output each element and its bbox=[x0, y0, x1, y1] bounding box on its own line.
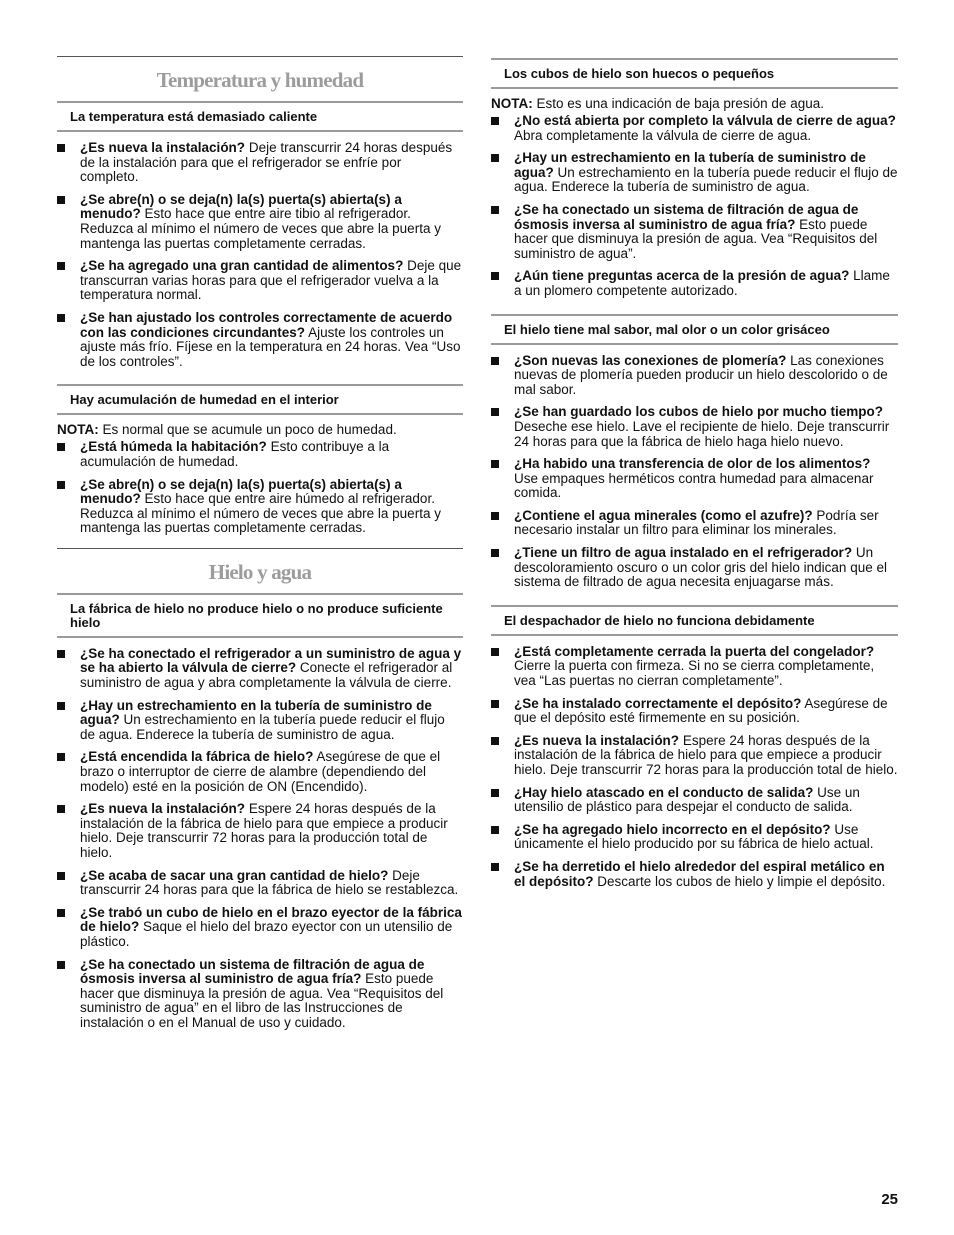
square-bullet-icon bbox=[491, 863, 499, 871]
square-bullet-icon bbox=[491, 460, 499, 468]
answer-text: Podría ser necesario instalar un filtro para eliminar los minerales. bbox=[514, 507, 879, 538]
answer-text: Saque el hielo del brazo eyector con un utensilio de plástico. bbox=[80, 919, 453, 949]
question-text: ¿Se ha derretido el hielo alrededor del espiral metálico en el depósito? bbox=[514, 858, 885, 889]
list-item bbox=[491, 697, 898, 726]
answer-text: Deje que transcurran varias horas para que el refrigerador vuelva a la temperatura normal. bbox=[80, 258, 462, 303]
answer-text: Espere 24 horas después de la instalación de la fábrica de hielo para que empiece a producir hielo. Deje transcurrir 72 horas para la producción total de hielo. bbox=[80, 801, 448, 860]
question-text: ¿Está encendida la fábrica de hielo? bbox=[80, 749, 314, 765]
answer-text: Deseche ese hielo. Lave el recipiente de hielo. Deje transcurrir 24 horas para que la fábrica de hielo haga hielo nuevo. bbox=[514, 418, 890, 449]
right-column bbox=[491, 56, 898, 889]
square-bullet-icon bbox=[57, 872, 65, 880]
square-bullet-icon bbox=[57, 443, 65, 451]
question-text: ¿Contiene el agua minerales (como el azufre)? bbox=[514, 507, 813, 523]
list-item bbox=[491, 509, 898, 538]
answer-text: Abra completamente la válvula de cierre de agua. bbox=[514, 127, 812, 143]
square-bullet-icon bbox=[491, 549, 499, 557]
question-text: ¿Es nueva la instalación? bbox=[80, 801, 246, 817]
issue-list bbox=[57, 141, 463, 369]
square-bullet-icon bbox=[57, 262, 65, 270]
answer-text: Un descoloramiento oscuro o un color gris del hielo indican que el sistema de filtrado de agua necesita enjuagarse más. bbox=[514, 545, 887, 590]
answer-text: Esto hace que entre aire tibio al refrigerador. Reduzca al mínimo el número de veces que abre la puerta y mantenga las puertas completamente cerradas. bbox=[80, 206, 441, 251]
square-bullet-icon bbox=[491, 357, 499, 365]
list-item bbox=[57, 869, 463, 898]
answer-text: Esto puede hacer que disminuya la presión de agua. Vea “Requisitos del suministro de agua”. bbox=[514, 216, 878, 261]
list-item bbox=[57, 311, 463, 369]
square-bullet-icon bbox=[57, 702, 65, 710]
section-top-rule bbox=[57, 548, 463, 549]
list-item bbox=[491, 786, 898, 815]
question-text: ¿Se ha conectado un sistema de filtración de agua de ósmosis inversa al suministro de agua fría? bbox=[80, 956, 425, 987]
answer-text: Descarte los cubos de hielo y limpie el depósito. bbox=[597, 873, 886, 889]
subsection-header: Hay acumulación de humedad en el interior bbox=[57, 384, 463, 415]
list-item bbox=[491, 546, 898, 590]
issue-list bbox=[57, 647, 463, 1031]
square-bullet-icon bbox=[57, 961, 65, 969]
square-bullet-icon bbox=[57, 909, 65, 917]
note bbox=[491, 96, 898, 111]
answer-text: Deje transcurrir 24 horas para que la fábrica de hielo se restablezca. bbox=[80, 867, 459, 898]
list-item bbox=[491, 823, 898, 852]
page-number: 25 bbox=[881, 1191, 898, 1208]
list-item bbox=[57, 750, 463, 794]
list-item bbox=[491, 114, 898, 143]
question-text: ¿Está húmeda la habitación? bbox=[80, 439, 267, 455]
question-text: ¿Hay un estrechamiento en la tubería de suministro de agua? bbox=[514, 150, 866, 180]
list-item bbox=[491, 645, 898, 689]
subsection-header: El hielo tiene mal sabor, mal olor o un color grisáceo bbox=[491, 314, 898, 345]
square-bullet-icon bbox=[57, 314, 65, 322]
note bbox=[57, 422, 463, 437]
list-item bbox=[57, 141, 463, 185]
question-text: ¿Se abre(n) o se deja(n) la(s) puerta(s) abierta(s) a menudo? bbox=[80, 191, 402, 222]
answer-text: Asegúrese de que el depósito esté firmemente en su posición. bbox=[514, 695, 888, 726]
answer-text: Deje transcurrir 24 horas después de la instalación para que el refrigerador se enfríe por completo. bbox=[80, 140, 453, 185]
note-text: Es normal que se acumule un poco de humedad. bbox=[102, 422, 397, 438]
answer-text: Conecte el refrigerador al suministro de agua y abra completamente la válvula de cierre. bbox=[80, 660, 453, 691]
question-text: ¿Son nuevas las conexiones de plomería? bbox=[514, 352, 787, 368]
square-bullet-icon bbox=[491, 648, 499, 656]
section-top-rule bbox=[57, 56, 463, 57]
question-text: ¿Hay un estrechamiento en la tubería de suministro de agua? bbox=[80, 697, 432, 728]
answer-text: Ajuste los controles un ajuste más frío. Fíjese en la temperatura en 24 horas. Vea “Uso de los controles”. bbox=[80, 324, 461, 369]
subsection-header: La temperatura está demasiado caliente bbox=[57, 101, 463, 132]
list-item bbox=[57, 699, 463, 743]
square-bullet-icon bbox=[491, 512, 499, 520]
note-label: NOTA: bbox=[491, 96, 533, 111]
list-item bbox=[57, 958, 463, 1031]
question-text: ¿Es nueva la instalación? bbox=[514, 732, 680, 748]
square-bullet-icon bbox=[491, 826, 499, 834]
list-item bbox=[491, 860, 898, 889]
square-bullet-icon bbox=[491, 206, 499, 214]
question-text: ¿Ha habido una transferencia de olor de los alimentos? bbox=[514, 456, 871, 472]
answer-text: Use únicamente el hielo producido por su fábrica de hielo actual. bbox=[514, 821, 874, 852]
answer-text: Las conexiones nuevas de plomería pueden producir un hielo descolorido o de mal sabor. bbox=[514, 352, 888, 397]
list-item bbox=[57, 478, 463, 536]
question-text: ¿Se han ajustado los controles correctamente de acuerdo con las condiciones circundantes? bbox=[80, 309, 453, 340]
list-item bbox=[491, 203, 898, 261]
list-item bbox=[491, 457, 898, 501]
answer-text: Cierre la puerta con firmeza. Si no se cierra completamente, vea “Las puertas no cierran completamente”. bbox=[514, 658, 875, 689]
answer-text: Llame a un plomero competente autorizado. bbox=[514, 268, 890, 298]
answer-text: Espere 24 horas después de la instalación de la fábrica de hielo para que empiece a producir hielo. Deje transcurrir 72 horas para la producción total de hielo. bbox=[514, 732, 898, 777]
list-item bbox=[491, 269, 898, 298]
list-item bbox=[57, 647, 463, 691]
question-text: ¿Se trabó un cubo de hielo en el brazo eyector de la fábrica de hielo? bbox=[80, 904, 462, 935]
square-bullet-icon bbox=[57, 196, 65, 204]
list-item bbox=[57, 193, 463, 251]
square-bullet-icon bbox=[491, 272, 499, 280]
answer-text: Un estrechamiento en la tubería puede reducir el flujo de agua. Enderece la tubería de suministro de agua. bbox=[80, 712, 445, 742]
square-bullet-icon bbox=[491, 737, 499, 745]
list-item bbox=[491, 734, 898, 778]
list-item bbox=[57, 440, 463, 469]
answer-text: Esto puede hacer que disminuya la presión de agua. Vea “Requisitos del suministro de agua” en el libro de las Instrucciones de instalación o en el Manual de uso y cuidado. bbox=[80, 971, 444, 1030]
answer-text: Esto contribuye a la acumulación de humedad. bbox=[80, 439, 390, 469]
answer-text: Un estrechamiento en la tubería puede reducir el flujo de agua. Enderece la tubería de suministro de agua. bbox=[514, 164, 898, 195]
note-text: Esto es una indicación de baja presión de agua. bbox=[536, 96, 824, 111]
square-bullet-icon bbox=[491, 700, 499, 708]
list-item bbox=[57, 906, 463, 950]
question-text: ¿Se han guardado los cubos de hielo por mucho tiempo? bbox=[514, 404, 884, 420]
list-item bbox=[57, 802, 463, 860]
question-text: ¿Se ha conectado un sistema de filtración de agua de ósmosis inversa al suministro de agua fría? bbox=[514, 201, 859, 232]
square-bullet-icon bbox=[57, 650, 65, 658]
section-title-hielo: Hielo y agua bbox=[208, 559, 312, 584]
issue-list bbox=[57, 440, 463, 536]
square-bullet-icon bbox=[57, 481, 65, 489]
square-bullet-icon bbox=[491, 408, 499, 416]
square-bullet-icon bbox=[491, 154, 499, 162]
subsection-header: Los cubos de hielo son huecos o pequeños bbox=[491, 58, 898, 89]
question-text: ¿Se acaba de sacar una gran cantidad de hielo? bbox=[80, 867, 389, 883]
list-item bbox=[491, 405, 898, 449]
answer-text: Esto hace que entre aire húmedo al refrigerador. Reduzca al mínimo el número de veces que abre la puerta y mantenga las puertas completamente cerradas. bbox=[80, 491, 441, 536]
question-text: ¿Aún tiene preguntas acerca de la presión de agua? bbox=[514, 268, 850, 284]
question-text: ¿Se ha conectado el refrigerador a un suministro de agua y se ha abierto la válvula de cierre? bbox=[80, 645, 462, 676]
note-label: NOTA: bbox=[57, 422, 99, 438]
list-item bbox=[57, 259, 463, 303]
question-text: ¿Se ha agregado hielo incorrecto en el depósito? bbox=[514, 821, 831, 837]
question-text: ¿Se ha agregado una gran cantidad de alimentos? bbox=[80, 258, 404, 274]
answer-text: Use empaques herméticos contra humedad para almacenar comida. bbox=[514, 470, 874, 501]
left-column bbox=[57, 56, 463, 1031]
square-bullet-icon bbox=[491, 789, 499, 797]
list-item bbox=[491, 354, 898, 398]
answer-text: Use un utensilio de plástico para despejar el conducto de salida. bbox=[514, 784, 860, 815]
question-text: ¿Se ha instalado correctamente el depósito? bbox=[514, 695, 802, 711]
section-title-temperatura: Temperatura y humedad bbox=[156, 68, 364, 92]
question-text: ¿Hay hielo atascado en el conducto de salida? bbox=[514, 784, 814, 800]
question-text: ¿Tiene un filtro de agua instalado en el refrigerador? bbox=[514, 545, 853, 561]
subsection-header: El despachador de hielo no funciona debidamente bbox=[491, 605, 898, 636]
issue-list bbox=[491, 645, 898, 889]
answer-text: Asegúrese de que el brazo o interruptor de cierre de alambre (dependiendo del modelo) esté en la posición de ON (Encendido). bbox=[80, 749, 441, 794]
question-text: ¿Está completamente cerrada la puerta del congelador? bbox=[514, 643, 875, 659]
square-bullet-icon bbox=[491, 117, 499, 125]
list-item bbox=[491, 151, 898, 195]
question-text: ¿No está abierta por completo la válvula de cierre de agua? bbox=[514, 113, 896, 128]
issue-list bbox=[491, 354, 898, 590]
question-text: ¿Se abre(n) o se deja(n) la(s) puerta(s) abierta(s) a menudo? bbox=[80, 476, 402, 507]
question-text: ¿Es nueva la instalación? bbox=[80, 140, 246, 155]
issue-list bbox=[491, 114, 898, 299]
square-bullet-icon bbox=[57, 805, 65, 813]
subsection-header: La fábrica de hielo no produce hielo o no produce suficiente hielo bbox=[57, 593, 463, 638]
square-bullet-icon bbox=[57, 144, 65, 152]
square-bullet-icon bbox=[57, 753, 65, 761]
